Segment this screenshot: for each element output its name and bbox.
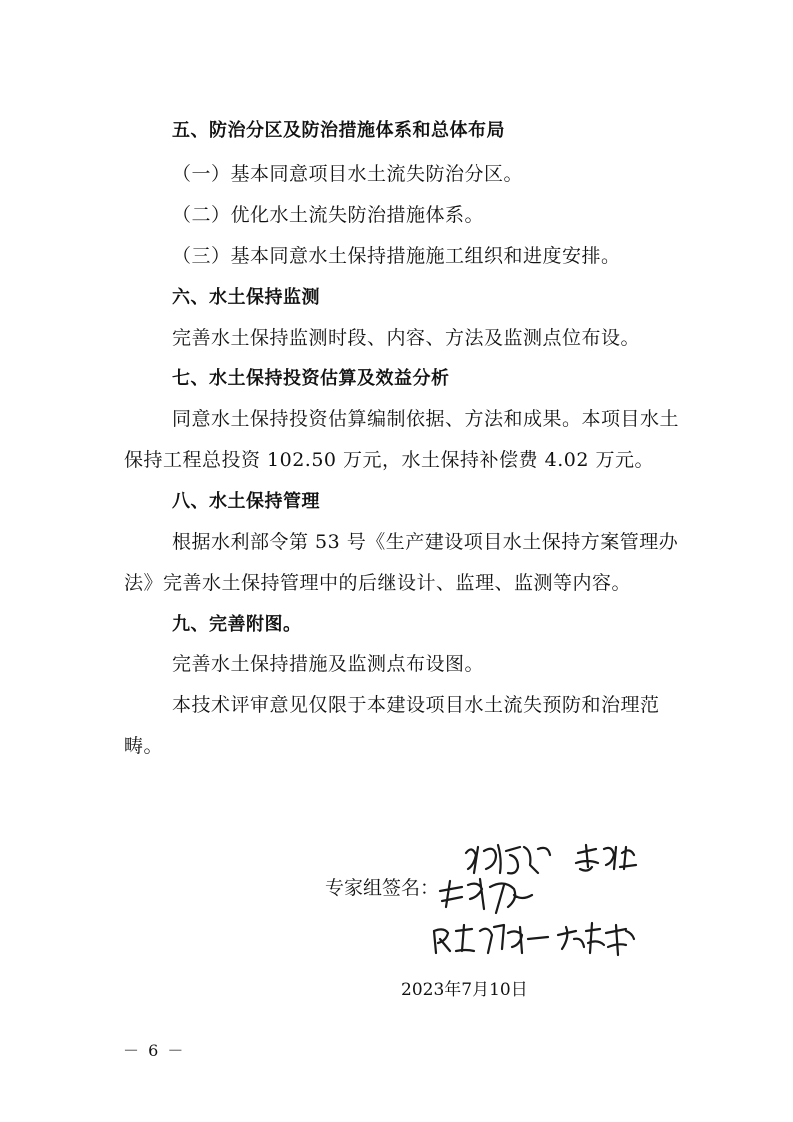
section-5-item-2: （二）优化水土流失防治措施体系。 — [172, 204, 485, 226]
signature-scribble-3 — [440, 879, 532, 913]
signature-scribble-4 — [434, 925, 548, 953]
signature-label: 专家组签名： — [325, 877, 440, 899]
signing-date: 2023年7月10日 — [401, 980, 528, 1000]
section-7-paragraph-line-1: 同意水土保持投资估算编制依据、方法和成果。本项目水土 — [172, 408, 680, 430]
handwritten-signatures — [420, 835, 660, 965]
scope-paragraph-line-2: 畴。 — [124, 735, 164, 757]
scope-paragraph-line-1: 本技术评审意见仅限于本建设项目水土流失预防和治理范 — [172, 694, 660, 716]
section-8-heading: 八、水土保持管理 — [172, 491, 320, 512]
section-9-paragraph: 完善水土保持措施及监测点布设图。 — [172, 653, 485, 675]
section-5-heading: 五、防治分区及防治措施体系和总体布局 — [172, 120, 505, 141]
signature-scribble-1 — [466, 845, 550, 873]
section-8-paragraph-line-2: 法》完善水土保持管理中的后继设计、监理、监测等内容。 — [124, 572, 632, 594]
section-8-paragraph-line-1: 根据水利部令第 53 号《生产建设项目水土保持方案管理办 — [172, 531, 679, 553]
section-7-paragraph-line-2: 保持工程总投资 102.50 万元，水土保持补偿费 4.02 万元。 — [124, 449, 654, 471]
section-5-item-3: （三）基本同意水土保持措施施工组织和进度安排。 — [172, 245, 621, 267]
signature-scribble-5 — [558, 923, 634, 955]
page-number: － 6 － — [123, 1041, 186, 1060]
section-7-heading: 七、水土保持投资估算及效益分析 — [172, 368, 450, 389]
section-5-item-1: （一）基本同意项目水土流失防治分区。 — [172, 163, 524, 185]
section-6-paragraph: 完善水土保持监测时段、内容、方法及监测点位布设。 — [172, 327, 641, 349]
signature-scribble-2 — [576, 845, 636, 871]
section-9-heading: 九、完善附图。 — [172, 614, 302, 635]
section-6-heading: 六、水土保持监测 — [172, 287, 320, 308]
